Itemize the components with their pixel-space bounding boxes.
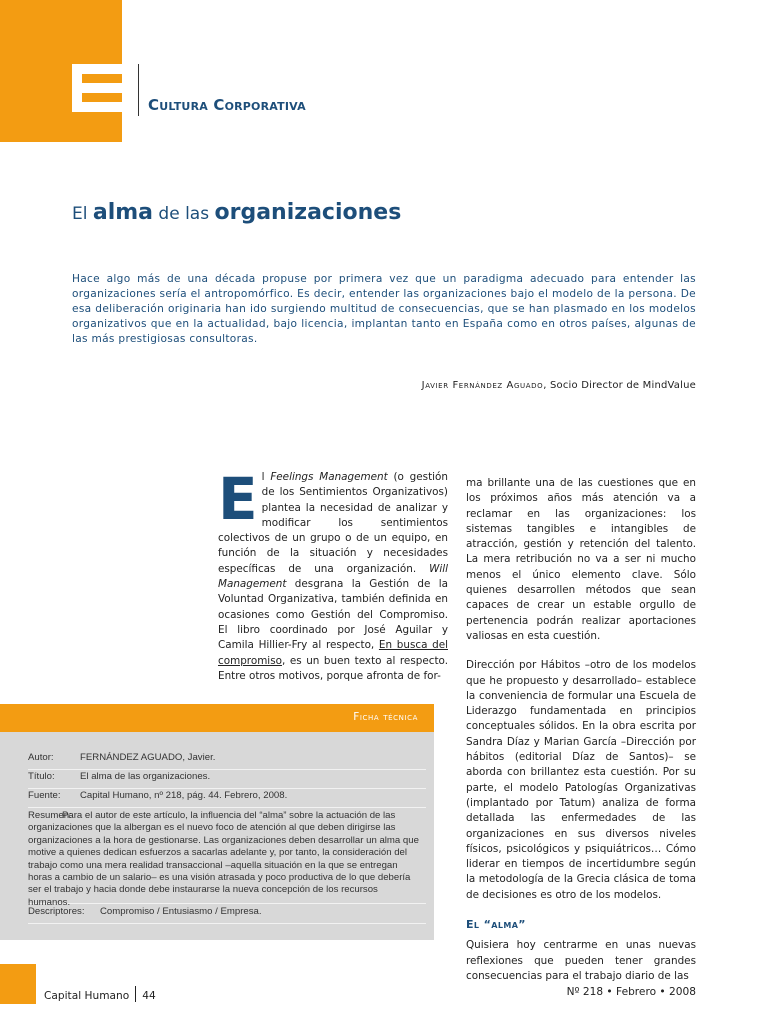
ficha-key: Fuente:	[28, 790, 61, 801]
book-title-link[interactable]: En busca del compromiso	[218, 639, 448, 667]
footer-left	[44, 986, 156, 1002]
ficha-tecnica-panel	[0, 732, 434, 940]
ficha-key: Autor:	[28, 752, 54, 763]
ficha-row-descriptores	[28, 906, 426, 924]
body-text: l	[261, 471, 271, 483]
ficha-key: Resumen:	[28, 810, 72, 821]
header-orange-block	[0, 0, 122, 142]
author-role: , Socio Director de MindValue	[543, 380, 696, 391]
ficha-value: El alma de las organizaciones.	[80, 771, 211, 782]
ficha-row-fuente	[28, 790, 426, 808]
section-logo-icon	[72, 64, 124, 112]
body-paragraph-4: Quisiera hoy centrarme en unas nuevas reflexiones que pueden tener grandes consecuencias para el trabajo diario de las	[466, 939, 696, 982]
body-column-left	[218, 465, 448, 684]
ficha-key: Descriptores:	[28, 906, 85, 917]
issue-info: Nº 218 • Febrero • 2008	[566, 986, 696, 998]
footer-divider	[135, 986, 136, 1002]
lead-paragraph: Hace algo más de una década propuse por primera vez que un paradigma adecuado para entender las organizaciones sería el antropomórfico. Es decir, entender las organizaciones bajo el modelo de la persona. De esa deliberación originaria han ido surgiendo multitud de consecuencias, que se han plasmado en los modelos organizativos que en la actualidad, bajo licencia, implantan tanto en España como en otros países, algunas de las más prestigiosas consultoras.	[72, 273, 696, 345]
body-column-right	[466, 476, 696, 984]
title-part-1: El	[72, 204, 93, 224]
header-divider	[138, 64, 139, 116]
dropcap: E	[218, 465, 258, 533]
ficha-value: Capital Humano, nº 218, pág. 44. Febrero, 2008.	[80, 790, 288, 801]
body-paragraph-3: Dirección por Hábitos –otro de los modelos que he propuesto y desarrollado– establece la conveniencia de formular una Escuela de Liderazgo fundamentada en principios conceptuales sólidos. En la obra escrita por Sandra Díaz y Marian García –Dirección por hábitos (editorial Díaz de Santos)– se aborda con brillantez esta cuestión. Por su parte, el modelo Patologías Organizativas (implantado por Tatum) analiza de forma detallada las enfermedades de las organizaciones en sus diversos niveles físicos, psicológicos y psiquiátricos… Cómo liderar en tiempos de incertidumbre según la metodología de la Grecia clásica de toma de decisiones es otro de los modelos.	[466, 659, 696, 901]
ficha-value: Compromiso / Entusiasmo / Empresa.	[100, 906, 262, 917]
term-will-management: Will Management	[218, 562, 448, 591]
article-title	[72, 200, 401, 225]
body-text: (o gestión de los Sentimientos Organizativos) plantea la necesidad de analizar y modificar los sentimientos colectivos de un grupo o de un equipo, en función de la situación y necesidades específicas de una organización.	[218, 471, 448, 575]
ficha-row-resumen	[28, 810, 426, 908]
term-feelings-management: Feelings Management	[270, 471, 388, 483]
title-part-2: de las	[153, 204, 215, 224]
footer-orange-block	[0, 964, 36, 1004]
body-text: , es un buen texto al respecto. Entre otros motivos, porque afronta de for-	[218, 654, 448, 682]
subheading-alma: El “alma”	[466, 918, 526, 932]
page-number: 44	[142, 990, 156, 1002]
body-paragraph-1	[218, 465, 448, 684]
ficha-value: FERNÁNDEZ AGUADO, Javier.	[80, 752, 216, 763]
magazine-name: Capital Humano	[44, 990, 130, 1002]
ficha-key: Título:	[28, 771, 55, 782]
section-title: Cultura Corporativa	[148, 96, 306, 114]
title-word-alma: alma	[92, 200, 154, 225]
author-name: Javier Fernández Aguado	[421, 380, 544, 391]
body-paragraph-2: ma brillante una de las cuestiones que en los próximos años más atención va a reclamar en las organizaciones: los sistemas tangibles e intangibles de atracción, gestión y retención del talento. La mera retribución no va a ser ni mucho menos el único elemento clave. Sólo quienes desarrollen métodos que sean capaces de crear un estable orgullo de pertenencia podrán realizar aportaciones valiosas en esta cuestión.	[466, 477, 696, 642]
body-text: desgrana la Gestión de la Voluntad Organizativa, también definida en ocasiones como Gestión del Compromiso. El libro coordinado por José Aguilar y Camila Hillier-Fry al respecto,	[218, 578, 448, 652]
ficha-tecnica-header	[0, 704, 434, 732]
ficha-tecnica-label: Ficha técnica	[353, 711, 418, 723]
ficha-value: Para el autor de este artículo, la influencia del “alma” sobre la actuación de las organizaciones que la albergan es el nuevo foco de atención al que deben dirigirse las organizaciones a la hora de gestionarse. Las organizaciones deben desarrollar un alma que motive a quienes dedican esfuerzos a sacarlas adelante y, por tanto, la consideración del trabajo como una mera realidad transaccional –aquella situación en la que se entregan horas a cambio de un salario– es una visión atrasada y poco productiva de lo que debería ser el trabajo y hacia donde debe instaurarse la nueva concepción de los recursos humanos.	[28, 810, 419, 908]
byline	[422, 380, 696, 391]
ficha-row-titulo	[28, 771, 426, 789]
title-word-organizaciones: organizaciones	[214, 200, 402, 225]
ficha-row-autor	[28, 752, 426, 770]
